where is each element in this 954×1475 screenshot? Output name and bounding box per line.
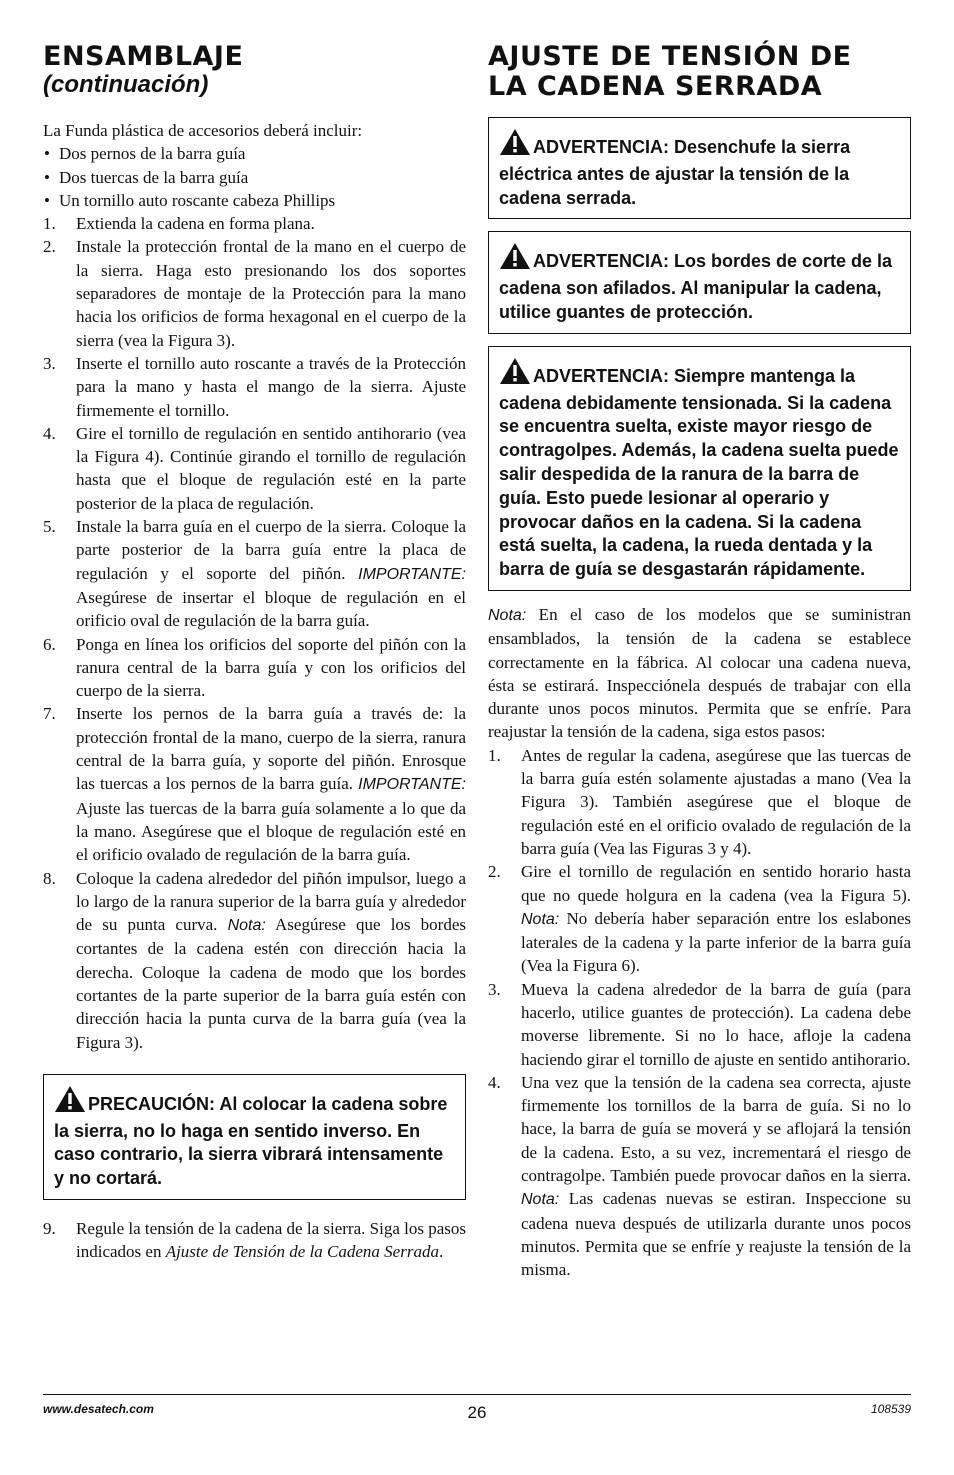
- step-item: [43, 352, 466, 422]
- step-item: [488, 978, 911, 1071]
- step-number: 7.: [43, 704, 56, 724]
- tension-note: [488, 603, 911, 744]
- step-number: 3.: [43, 353, 56, 373]
- left-column: [43, 0, 466, 1264]
- note-label: Nota:: [521, 910, 560, 928]
- important-label: IMPORTANTE:: [358, 776, 466, 794]
- step-item: [43, 1217, 466, 1264]
- step-number: 5.: [43, 517, 56, 537]
- step-text: Ponga en línea los orificios del soporte del piñón con la ranura central de la barra guía y con los orificios del cuerpo de la sierra.: [76, 634, 466, 701]
- warning-box-sharp: [488, 231, 911, 333]
- right-column: [488, 0, 911, 1282]
- section-reference: Ajuste de Tensión de la Cadena Serrada: [165, 1242, 439, 1262]
- footer-divider: [43, 1394, 911, 1395]
- assembly-body: [43, 119, 466, 1054]
- list-item: • Un tornillo auto roscante cabeza Phillips: [43, 189, 466, 212]
- assembly-steps: [43, 212, 466, 1054]
- important-text: Asegúrese de insertar el bloque de regulación en el orificio oval de regulación de la barra guía.: [76, 587, 466, 631]
- step-text: Instale la barra guía en el cuerpo de la sierra. Coloque la parte posterior de la barra guía entre la placa de regulación y el soporte del piñón.: [76, 517, 466, 583]
- important-text: Ajuste las tuercas de la barra guía solamente a lo que da la mano. Asegúrese que el bloque de regulación esté en el orificio ovalado de regulación de la barra guía.: [76, 798, 466, 865]
- warning-triangle-icon: [499, 357, 531, 392]
- step-nine: [43, 1217, 466, 1264]
- step-number: 9.: [43, 1219, 56, 1239]
- title-line-2: LA CADENA SERRADA: [488, 71, 823, 102]
- step-text: Gire el tornillo de regulación en sentido horario hasta que no quede holgura en la cadena (vea la Figura 5).: [521, 862, 911, 905]
- assembly-steps-cont: [43, 1217, 466, 1264]
- important-label: IMPORTANTE:: [358, 565, 466, 583]
- accessory-list: [43, 142, 466, 212]
- section-title-ajuste: [488, 42, 911, 102]
- step-end: .: [438, 1242, 444, 1262]
- note-text: Las cadenas nuevas se estiran. Inspeccione su cadena nueva después de utilizarla durante unos pocos minutos. Permita que se enfríe y reajuste la tensión de la misma.: [521, 1189, 911, 1280]
- warning-box-unplug: [488, 117, 911, 219]
- step-item: [43, 422, 466, 515]
- step-item: [43, 702, 466, 866]
- step-text: Gire el tornillo de regulación en sentido antihorario (vea la Figura 4). Continúe girando el tornillo de regulación hasta que el bloque de regulación esté en la parte posterior de la placa de regulación.: [76, 423, 466, 513]
- step-text: Antes de regular la cadena, asegúrese que las tuercas de la barra guía estén solamente ajustadas a mano (Vea la Figura 3). También asegúrese que el bloque de regulación esté en el orificio ovalado de regulación de la barra guía (Vea las Figuras 3 y 4).: [521, 745, 911, 858]
- step-number: 1.: [488, 745, 501, 765]
- note-text: En el caso de los modelos que se suministran ensamblados, la tensión de la cadena se establece correctamente en la fábrica. Al colocar una cadena nueva, ésta se estirará. Inspecciónela después de trabajar con ella durante unos pocos minutos. Permita que se enfríe. Para reajustar la tensión de la cadena, siga estos pasos:: [488, 604, 911, 742]
- warning-text: ADVERTENCIA: Siempre mantenga la cadena debidamente tensionada. Si la cadena se encuentra suelta, existe mayor riesgo de contragolpes. Además, la cadena suelta puede salir despedida de la ranura de la barra de guía. Esto puede lesionar al operario y provocar daños en la cadena. Si la cadena está suelta, la cadena, la rueda dentada y la barra de guía se desgastarán rápidamente.: [499, 365, 899, 580]
- step-item: [488, 744, 911, 860]
- list-item: • Dos pernos de la barra guía: [43, 142, 466, 165]
- step-number: 2.: [43, 237, 56, 257]
- note-label: Nota:: [488, 606, 527, 624]
- step-text: Mueva la cadena alrededor de la barra de guía (para hacerlo, utilice guantes de protección). La cadena debe moverse libremente. Si no lo hace, afloje la cadena haciendo girar el tornillo de ajuste en sentido antihorario.: [521, 979, 911, 1069]
- step-number: 1.: [43, 214, 56, 234]
- section-subtitle: (continuación): [43, 71, 209, 98]
- warning-text: ADVERTENCIA: Los bordes de corte de la cadena son afilados. Al manipular la cadena, utilice guantes de protección.: [499, 251, 893, 322]
- step-text: Inserte los pernos de la barra guía a través de: la protección frontal de la mano, cuerpo de la sierra, ranura central de la barra guía, y soporte del piñón. Enrosque las tuercas a los pernos de la barra guía.: [76, 704, 466, 794]
- list-item: • Dos tuercas de la barra guía: [43, 166, 466, 189]
- document-number: 108539: [870, 1402, 911, 1416]
- warning-triangle-icon: [499, 128, 531, 163]
- note-text: No debería haber separación entre los eslabones laterales de la cadena y la parte inferior de la barra guía (Vea la Figura 6).: [521, 908, 911, 976]
- step-text: Coloque la cadena alrededor del piñón impulsor, luego a lo largo de la ranura superior de la barra guía y alrededor de su punta curva.: [76, 868, 466, 935]
- section-title-ensamblaje: ENSAMBLAJE: [43, 41, 244, 72]
- step-item: [43, 515, 466, 632]
- step-item: [43, 867, 466, 1054]
- title-line-1: AJUSTE DE TENSIÓN DE: [488, 41, 852, 72]
- step-item: [488, 860, 911, 977]
- step-text: Instale la protección frontal de la mano en el cuerpo de la sierra. Haga esto presionando los dos soportes separadores de montaje de la Protección para la mano hacia los orificios de forma hexagonal en el cuerpo de la sierra (vea la Figura 3).: [76, 237, 466, 350]
- tension-body: [488, 603, 911, 1282]
- step-number: 4.: [43, 423, 56, 443]
- page-number: 26: [467, 1403, 487, 1422]
- step-text: Una vez que la tensión de la cadena sea correcta, ajuste firmemente los tornillos de la barra de guía. Si no lo hace, la barra de guía se moverá y se aflojará la tensión de la cadena. Esto, a su vez, incrementará el riesgo de contragolpe. También puede provocar daños en la sierra.: [521, 1072, 911, 1186]
- warning-box-tension: [488, 346, 911, 591]
- step-item: [43, 633, 466, 703]
- note-text: Asegúrese que los bordes cortantes de la cadena estén con dirección hacia la derecha. Coloque la cadena de modo que los bordes cortantes de la parte superior de la barra guía estén con dirección hacia la punta curva de la barra guía (vea la Figura 3).: [76, 915, 467, 1052]
- step-number: 8.: [43, 868, 56, 888]
- step-number: 3.: [488, 979, 501, 999]
- accessory-intro: La Funda plástica de accesorios deberá incluir:: [43, 121, 363, 140]
- step-item: [43, 212, 466, 235]
- step-number: 6.: [43, 634, 56, 654]
- step-item: [43, 235, 466, 351]
- caution-text: PRECAUCIÓN: Al colocar la cadena sobre la sierra, no lo haga en sentido inverso. En caso contrario, la sierra vibrará intensamente y no cortará.: [54, 1093, 448, 1189]
- step-text: Extienda la cadena en forma plana.: [76, 214, 315, 234]
- step-item: [488, 1071, 911, 1282]
- step-text: Regule la tensión de la cadena de la sierra. Siga los pasos indicados en: [76, 1219, 466, 1262]
- note-label: Nota:: [227, 917, 266, 935]
- note-label: Nota:: [521, 1191, 560, 1209]
- tension-steps: [488, 744, 911, 1282]
- caution-box: [43, 1074, 466, 1200]
- step-text: Inserte el tornillo auto roscante a través de la Protección para la mano y hasta el mango de la sierra. Ajuste firmemente el tornillo.: [76, 353, 466, 420]
- step-number: 2.: [488, 862, 501, 882]
- warning-triangle-icon: [499, 242, 531, 277]
- footer-website: www.desatech.com: [43, 1402, 154, 1416]
- warning-triangle-icon: [54, 1085, 86, 1120]
- warning-text: ADVERTENCIA: Desenchufe la sierra eléctrica antes de ajustar la tensión de la cadena serrada.: [499, 137, 851, 208]
- step-number: 4.: [488, 1072, 501, 1092]
